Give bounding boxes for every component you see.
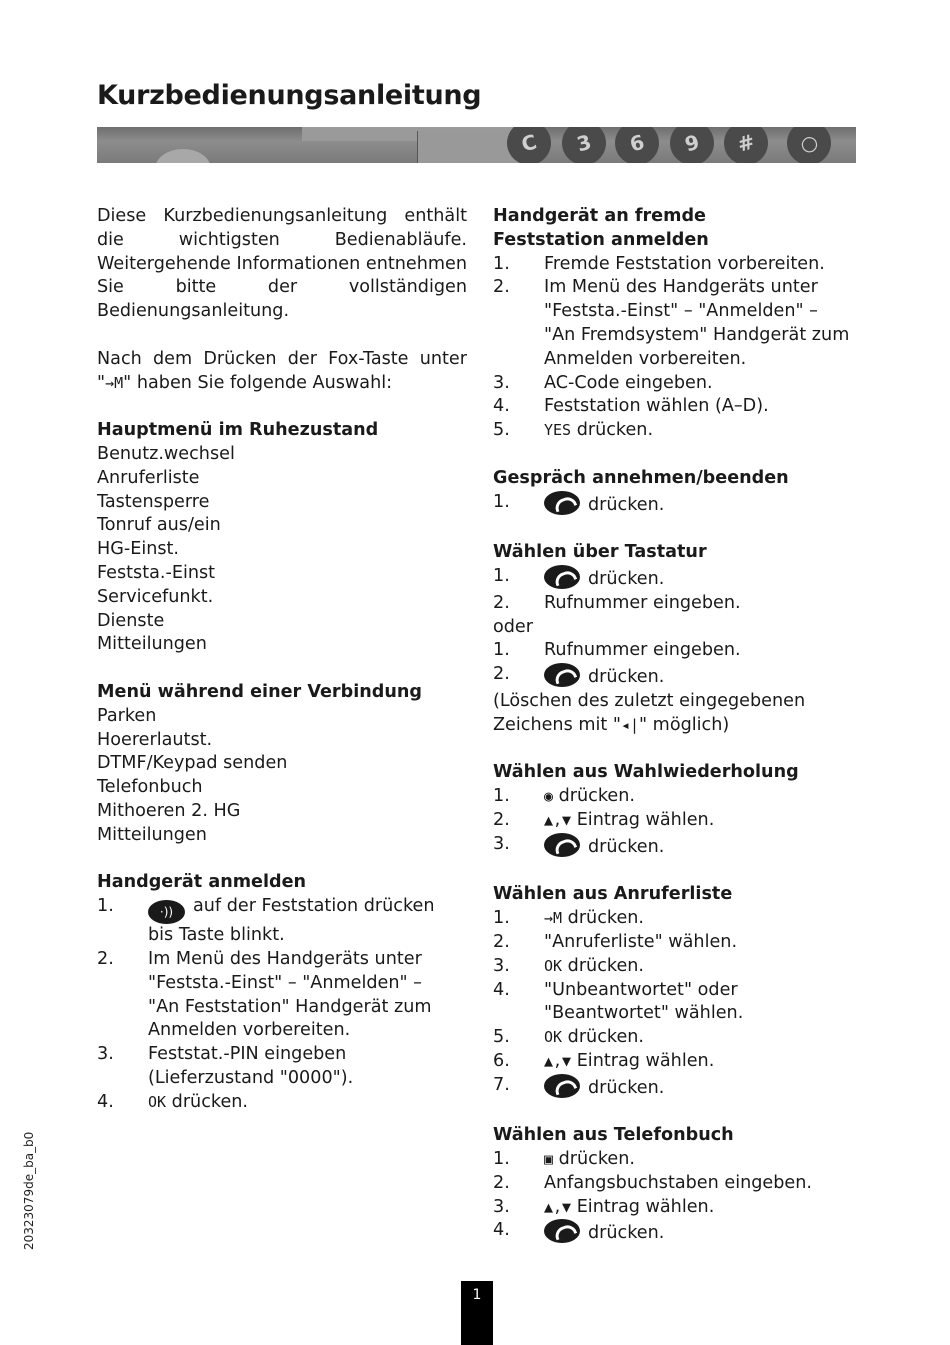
step: 4. OK drücken. xyxy=(97,1091,249,1112)
menu-item: Mithoeren 2. HG xyxy=(97,800,241,821)
step: 3. drücken. xyxy=(493,833,665,857)
step: 2. drücken. xyxy=(493,664,665,688)
step: 1. Rufnummer eingeben. xyxy=(493,640,741,661)
yes-key-icon: YES xyxy=(544,421,572,440)
phonebook-heading: Wählen aus Telefonbuch xyxy=(493,1125,734,1146)
navigation-keys-icon: ▲,▼ xyxy=(544,1197,572,1216)
menu-item: Tonruf aus/ein xyxy=(97,515,221,536)
step: 1. drücken. xyxy=(493,565,665,589)
call-key-icon xyxy=(544,1219,580,1243)
step: 5. OK drücken. xyxy=(493,1027,645,1048)
step: 1. →M drücken. xyxy=(493,908,645,929)
step: 1. ·)) auf der Feststation drücken bis Taste blinkt. xyxy=(97,896,435,946)
banner-key: 6 xyxy=(610,127,664,163)
step: 2. Im Menü des Handgeräts unter "Feststa.-Einst" – "Anmelden" – "An Feststation" Handgerät zum Anmelden vorbereiten. xyxy=(97,948,432,1041)
menu-item: Tastensperre xyxy=(97,491,210,512)
document-code: 20323079de_ba_b0 xyxy=(22,1131,36,1250)
step: 5. YES drücken. xyxy=(493,420,654,441)
step: 2. Im Menü des Handgeräts unter "Feststa.-Einst" – "Anmelden" – "An Fremdsystem" Handgerät zum Anmelden vorbereiten. xyxy=(493,277,850,369)
fox-key-icon: →M xyxy=(105,373,124,392)
ok-key-icon: OK xyxy=(544,956,563,975)
delete-note: (Löschen des zuletzt eingegebenen xyxy=(493,690,806,711)
delete-note: Zeichens mit "◂|" möglich) xyxy=(493,714,730,735)
call-key-icon xyxy=(544,1074,580,1098)
phone-keypad-banner xyxy=(97,127,856,163)
call-key-icon xyxy=(544,491,580,515)
fox-key-icon: →M xyxy=(544,909,563,928)
dial-keypad-heading: Wählen über Tastatur xyxy=(493,542,707,563)
navigation-keys-icon: ▲,▼ xyxy=(544,810,572,829)
fox-text-line: "→M" haben Sie folgende Auswahl: xyxy=(97,372,393,393)
answer-heading: Gespräch annehmen/beenden xyxy=(493,467,789,488)
foreign-heading: Handgerät an fremde Feststation anmelden xyxy=(493,206,709,250)
step: 3. Feststat.-PIN eingeben (Lieferzustand "0000"). xyxy=(97,1044,354,1088)
step: 2. ▲,▼ Eintrag wählen. xyxy=(493,809,715,830)
step: 1. Fremde Feststation vorbereiten. xyxy=(493,253,825,274)
banner-key: 3 xyxy=(557,127,611,163)
main-menu-heading: Hauptmenü im Ruhezustand xyxy=(97,420,379,441)
call-key-icon xyxy=(544,833,580,857)
banner-key: ○ xyxy=(782,127,836,163)
menu-item: Hoererlautst. xyxy=(97,729,213,750)
page-number: 1 xyxy=(461,1281,493,1345)
step: 2. Rufnummer eingeben. xyxy=(493,592,741,613)
intro-paragraph: Diese Kurzbedienungsanleitung enthält die wichtigsten Bedienabläufe. Weitergehende Informationen entnehmen Sie bitte der vollständigen Bedienungsanleitung. xyxy=(97,206,467,322)
step: 4. Feststation wählen (A–D). xyxy=(493,396,769,417)
menu-item: Mitteilungen xyxy=(97,824,207,845)
menu-item: Mitteilungen xyxy=(97,634,207,655)
or-text: oder xyxy=(493,616,533,637)
register-heading: Handgerät anmelden xyxy=(97,872,307,893)
menu-item: Parken xyxy=(97,705,157,726)
callers-heading: Wählen aus Anruferliste xyxy=(493,884,733,905)
redial-key-icon: ◉ xyxy=(544,787,554,806)
menu-item: DTMF/Keypad senden xyxy=(97,753,288,774)
phonebook-key-icon: ▣ xyxy=(544,1150,554,1169)
step: 2. "Anruferliste" wählen. xyxy=(493,931,738,952)
page-title: Kurzbedienungsanleitung xyxy=(97,80,482,111)
step: 3. AC-Code eingeben. xyxy=(493,372,713,393)
fox-text-line: Nach dem Drücken der Fox-Taste unter xyxy=(97,348,467,369)
step: 2. Anfangsbuchstaben eingeben. xyxy=(493,1172,812,1193)
ok-key-icon: OK xyxy=(544,1028,563,1047)
menu-item: HG-Einst. xyxy=(97,539,180,560)
banner-key: C xyxy=(502,127,556,163)
menu-item: Servicefunkt. xyxy=(97,586,214,607)
menu-item: Feststa.-Einst xyxy=(97,562,216,583)
step: 3. ▲,▼ Eintrag wählen. xyxy=(493,1196,715,1217)
call-key-icon xyxy=(544,565,580,589)
redial-heading: Wählen aus Wahlwiederholung xyxy=(493,762,799,783)
menu-item: Anruferliste xyxy=(97,467,200,488)
delete-key-icon: ◂| xyxy=(620,715,639,734)
right-column xyxy=(493,205,883,1246)
banner-key: # xyxy=(719,127,773,163)
step: 4. drücken. xyxy=(493,1220,665,1244)
banner-key: 9 xyxy=(665,127,719,163)
menu-item: Benutz.wechsel xyxy=(97,443,235,464)
base-station-key-icon: ·)) xyxy=(148,900,185,924)
step: 1. drücken. xyxy=(493,491,665,515)
call-key-icon xyxy=(544,663,580,687)
ok-key-icon: OK xyxy=(148,1092,167,1111)
menu-item: Dienste xyxy=(97,610,165,631)
step: 1. ▣ drücken. xyxy=(493,1149,635,1170)
navigation-keys-icon: ▲,▼ xyxy=(544,1051,572,1070)
step: 6. ▲,▼ Eintrag wählen. xyxy=(493,1050,715,1071)
step: 7. drücken. xyxy=(493,1074,665,1098)
call-menu-heading: Menü während einer Verbindung xyxy=(97,681,422,702)
step: 4. "Unbeantwortet" oder "Beantwortet" wählen. xyxy=(493,979,744,1024)
left-column xyxy=(97,205,467,1114)
step: 3. OK drücken. xyxy=(493,955,645,976)
menu-item: Telefonbuch xyxy=(97,777,203,798)
step: 1. ◉ drücken. xyxy=(493,786,635,807)
